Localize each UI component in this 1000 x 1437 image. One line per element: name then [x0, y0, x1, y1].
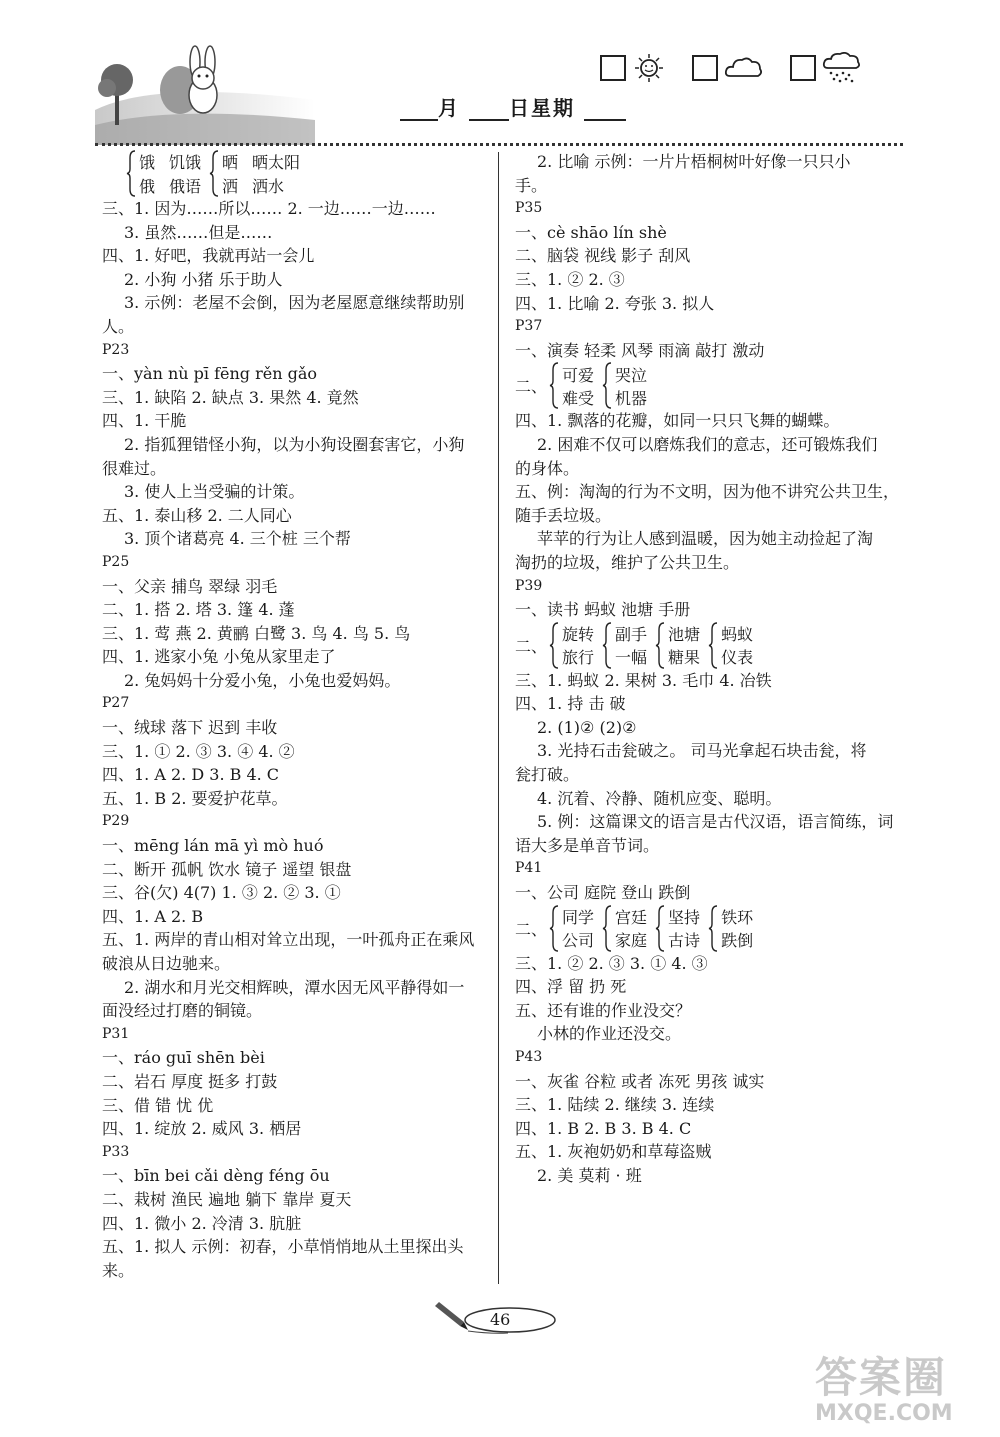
- cloud-icon: [724, 54, 764, 82]
- brace-icon: [549, 905, 559, 952]
- brace-group: [515, 362, 910, 409]
- answer-line: 2. 困难不仅可以磨炼我们的意志，还可锻炼我们: [537, 434, 878, 454]
- brace-group: [515, 622, 910, 669]
- answer-line: 一、bīn bei cǎi dèng féng ōu: [102, 1166, 330, 1186]
- page-ref: P41: [515, 860, 543, 877]
- right-column: [515, 150, 910, 1188]
- brace-icon: [126, 150, 136, 197]
- bunny-landscape-illustration: [95, 40, 315, 145]
- brace-icon: [708, 905, 718, 952]
- answer-text: 旋转: [562, 624, 595, 644]
- date-line: [400, 92, 626, 121]
- section-label: 二、: [515, 636, 548, 656]
- answer-line: 淘扔的垃圾，维护了公共卫生。: [515, 552, 740, 572]
- answer-line: 2. 美 莫莉 · 班: [537, 1165, 642, 1185]
- answer-text: 仪表: [721, 648, 754, 668]
- watermark: [815, 1345, 953, 1426]
- answer-line: 三、谷(欠) 4(7) 1. ③ 2. ② 3. ①: [102, 883, 341, 903]
- page-ref: P23: [102, 341, 130, 358]
- answer-line: 一、绒球 落下 迟到 丰收: [102, 718, 278, 738]
- column-divider: [498, 152, 499, 1284]
- section-label: 二、: [515, 919, 548, 939]
- answer-line: 语大多是单音节词。: [515, 835, 660, 855]
- answer-line: 一、yàn nù pī fēng rěn gǎo: [102, 364, 318, 384]
- answer-line: 三、1. ② 2. ③ 3. ① 4. ③: [515, 953, 708, 973]
- answer-line: 一、cè shāo lín shè: [515, 222, 667, 242]
- answer-line: 2. 小狗 小猪 乐于助人: [124, 269, 283, 289]
- answer-line: 二、岩石 厚度 挺多 打鼓: [102, 1071, 278, 1091]
- answer-line: 5. 例：这篇课文的语言是古代汉语，语言简练，词: [537, 812, 894, 832]
- answer-line: 瓮打破。: [515, 765, 580, 785]
- answer-text: 洒水: [252, 176, 285, 196]
- page-header: [0, 0, 1000, 150]
- weather-checkbox-rainy[interactable]: [790, 55, 816, 81]
- answer-line: 随手丢垃圾。: [515, 505, 612, 525]
- answer-text: 家庭: [615, 931, 648, 951]
- answer-text: 俄: [139, 176, 156, 196]
- answer-line: 五、1. B 2. 要爱护花草。: [102, 788, 288, 808]
- answer-text: 蚂蚁: [721, 624, 754, 644]
- day-blank[interactable]: [469, 97, 509, 121]
- answer-text: 跌倒: [721, 931, 754, 951]
- answer-line: 二、栽树 渔民 遍地 躺下 靠岸 夏天: [102, 1189, 352, 1209]
- answer-line: 四、1. B 2. B 3. B 4. C: [515, 1118, 692, 1138]
- answer-line: 三、1. ① 2. ③ 3. ④ 4. ②: [102, 741, 295, 761]
- answer-line: 五、1. 两岸的青山相对耸立出现，一叶孤舟正在乘风: [102, 930, 475, 950]
- answer-text: 糖果: [668, 648, 701, 668]
- answer-text: 同学: [562, 907, 595, 927]
- answer-text: 洒: [222, 176, 239, 196]
- month-blank[interactable]: [400, 97, 438, 121]
- answer-line: 四、1. 绽放 2. 威风 3. 栖居: [102, 1119, 302, 1139]
- brace-icon: [549, 362, 559, 409]
- answer-text: 难受: [562, 389, 595, 409]
- left-column: [102, 150, 497, 1282]
- answer-line: 一、父亲 捕鸟 翠绿 羽毛: [102, 576, 278, 596]
- page-ref: P37: [515, 318, 543, 335]
- answer-line: 3. 光持石击瓮破之。 司马光拿起石块击瓮，将: [537, 741, 867, 761]
- answer-line: 二、断开 孤帆 饮水 镜子 遥望 银盘: [102, 859, 352, 879]
- answer-line: 四、1. 逃家小兔 小兔从家里走了: [102, 647, 336, 667]
- answer-line: 四、1. A 2. D 3. B 4. C: [102, 765, 280, 785]
- brace-group: [102, 150, 497, 197]
- page-ref: P35: [515, 200, 543, 217]
- weather-selector: [600, 52, 888, 84]
- answer-text: 晒: [222, 153, 239, 173]
- page-number: 46: [490, 1310, 511, 1329]
- answer-line: 四、1. 干脆: [102, 411, 187, 431]
- answer-line: 三、1. 因为……所以…… 2. 一边……一边……: [102, 199, 436, 218]
- answer-line: 五、1. 灰袍奶奶和草莓盗贼: [515, 1142, 712, 1162]
- answer-text: 俄语: [169, 176, 202, 196]
- answer-line: 一、公司 庭院 登山 跌倒: [515, 883, 691, 903]
- page-ref: P33: [102, 1143, 130, 1160]
- sun-icon: [632, 53, 666, 83]
- answer-line: 五、1. 泰山移 2. 二人同心: [102, 505, 292, 525]
- answer-text: 坚持: [668, 907, 701, 927]
- rain-cloud-icon: [822, 52, 862, 84]
- answer-line: 五、例：淘淘的行为不文明，因为他不讲究公共卫生，: [515, 482, 900, 502]
- answer-line: 4. 沉着、冷静、随机应变、聪明。: [537, 788, 782, 808]
- brace-icon: [209, 150, 219, 197]
- answer-text: 哭泣: [615, 365, 648, 385]
- answer-line: 2. 兔妈妈十分爱小兔，小兔也爱妈妈。: [124, 670, 401, 690]
- answer-line: 四、1. 好吧，我就再站一会儿: [102, 246, 315, 266]
- brace-icon: [602, 905, 612, 952]
- answer-line: 2. 指狐狸错怪小狗，以为小狗设圈套害它，小狗: [124, 434, 465, 454]
- answer-line: 四、1. A 2. B: [102, 906, 204, 926]
- brace-icon: [602, 622, 612, 669]
- brace-icon: [602, 362, 612, 409]
- answer-line: 四、浮 留 扔 死: [515, 977, 627, 997]
- answer-line: 一、灰雀 谷粒 或者 冻死 男孩 诚实: [515, 1071, 765, 1091]
- weather-checkbox-sunny[interactable]: [600, 55, 626, 81]
- answer-line: 人。: [102, 316, 135, 336]
- day-week-label: 日星期: [508, 96, 575, 120]
- answer-line: 3. 使人上当受骗的计策。: [124, 482, 305, 502]
- answer-line: 3. 虽然……但是……: [124, 222, 273, 242]
- answer-text: 饥饿: [169, 153, 202, 173]
- brace-icon: [655, 622, 665, 669]
- answer-line: 来。: [102, 1260, 135, 1280]
- answer-text: 可爱: [562, 365, 595, 385]
- answer-line: 3. 顶个诸葛亮 4. 三个桩 三个帮: [124, 529, 351, 549]
- answer-line: 小林的作业还没交。: [537, 1024, 682, 1044]
- brace-icon: [549, 622, 559, 669]
- page-ref: P39: [515, 577, 543, 594]
- answer-line: 一、演奏 轻柔 风琴 雨滴 敲打 激动: [515, 340, 765, 360]
- answer-text: 饿: [139, 153, 156, 173]
- answer-line: 的身体。: [515, 458, 580, 478]
- answer-line: 三、1. 蚂蚁 2. 果树 3. 毛巾 4. 冶铁: [515, 670, 772, 690]
- answer-line: 四、1. 持 击 破: [515, 694, 626, 714]
- page-ref: P43: [515, 1049, 543, 1065]
- brace-icon: [655, 905, 665, 952]
- answer-line: 很难过。: [102, 458, 167, 478]
- answer-text: 一幅: [615, 648, 648, 668]
- watermark-text: 答案圈: [815, 1353, 948, 1402]
- answer-line: 五、还有谁的作业没交？: [515, 1000, 692, 1020]
- answer-line: 三、1. ② 2. ③: [515, 269, 625, 289]
- page-ref: P25: [102, 553, 130, 570]
- answer-line: 二、脑袋 视线 影子 刮风: [515, 246, 691, 266]
- answer-line: 面没经过打磨的铜镜。: [102, 1001, 263, 1021]
- answer-text: 机器: [615, 389, 648, 409]
- answer-text: 副手: [615, 624, 648, 644]
- answer-line: 一、读书 蚂蚁 池塘 手册: [515, 600, 691, 620]
- answer-line: 四、1. 比喻 2. 夸张 3. 拟人: [515, 293, 715, 313]
- watermark-url: MXQE.COM: [815, 1401, 953, 1426]
- answer-line: 三、1. 陆续 2. 继续 3. 连续: [515, 1095, 715, 1115]
- answer-line: 三、1. 缺陷 2. 缺点 3. 果然 4. 竟然: [102, 387, 359, 407]
- answer-text: 旅行: [562, 648, 595, 668]
- page-ref: P27: [102, 695, 130, 712]
- section-label: 二、: [515, 377, 548, 397]
- answer-line: 四、1. 飘落的花瓣，如同一只只飞舞的蝴蝶。: [515, 411, 840, 431]
- weather-checkbox-cloudy[interactable]: [692, 55, 718, 81]
- answer-text: 古诗: [668, 931, 701, 951]
- answer-line: 破浪从日边驰来。: [102, 954, 231, 973]
- answer-text: 公司: [562, 931, 595, 951]
- answer-text: 宫廷: [615, 907, 648, 927]
- answer-text: 池塘: [668, 624, 701, 644]
- answer-line: 四、1. 微小 2. 冷清 3. 肮脏: [102, 1213, 302, 1233]
- brace-icon: [708, 622, 718, 669]
- answer-text: 晒太阳: [252, 153, 301, 173]
- answer-line: 三、借 错 忧 优: [102, 1095, 214, 1115]
- page-ref: P31: [102, 1025, 130, 1042]
- answer-line: 二、1. 搭 2. 塔 3. 篷 4. 蓬: [102, 600, 295, 620]
- answer-line: 一、mēng lán mā yì mò huó: [102, 836, 324, 856]
- answer-line: 手。: [515, 175, 548, 195]
- answer-line: 三、1. 莺 燕 2. 黄鹂 白鹭 3. 鸟 4. 鸟 5. 鸟: [102, 623, 411, 643]
- answer-line: 2. (1)② (2)②: [537, 717, 637, 737]
- brace-group: [515, 905, 910, 952]
- header-divider: [95, 143, 903, 146]
- weekday-blank[interactable]: [584, 97, 626, 121]
- answer-line: 苹苹的行为让人感到温暖，因为她主动捡起了淘: [537, 529, 874, 549]
- answer-line: 2. 比喻 示例：一片片梧桐树叶好像一只只小: [537, 152, 851, 171]
- page-ref: P29: [102, 813, 130, 830]
- answer-line: 3. 示例：老屋不会倒，因为老屋愿意继续帮助别: [124, 293, 465, 313]
- answer-text: 铁环: [721, 907, 754, 927]
- answer-line: 五、1. 拟人 示例：初春，小草悄悄地从土里探出头: [102, 1237, 464, 1257]
- answer-line: 2. 湖水和月光交相辉映，潭水因无风平静得如一: [124, 977, 465, 997]
- month-label: 月: [438, 96, 460, 120]
- answer-line: 一、ráo guī shēn bèi: [102, 1048, 265, 1068]
